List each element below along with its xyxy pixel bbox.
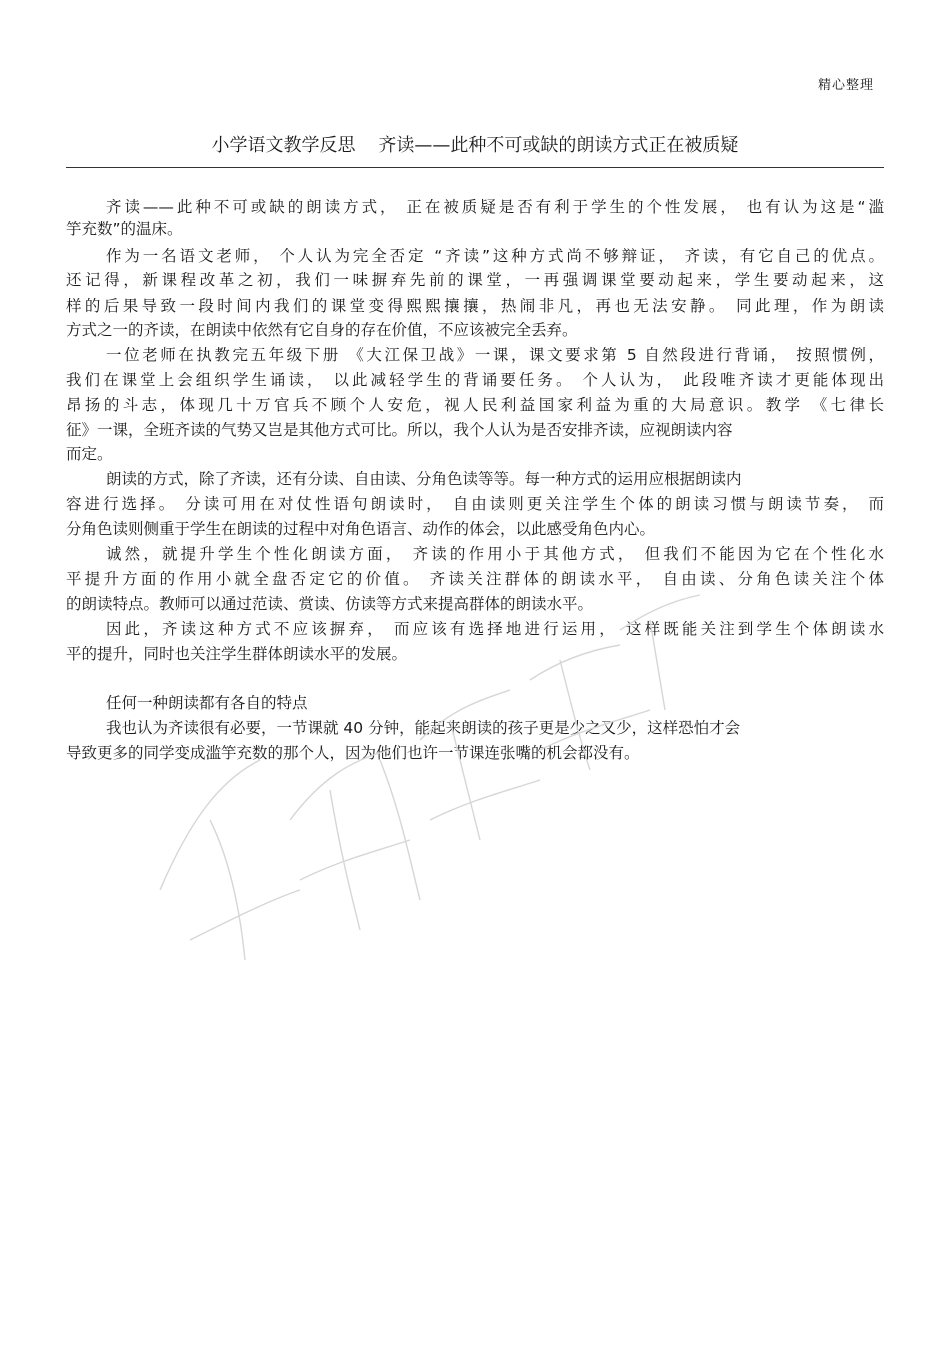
body-line: 方式之一的齐读，在朗读中依然有它自身的存在价值，不应该被完全丢弃。: [66, 321, 578, 339]
title-divider: [66, 167, 884, 168]
section-heading: 任何一种朗读都有各自的特点: [106, 694, 308, 712]
body-line: 样的后果导致一段时间内我们的课堂变得熙熙攘攘，热闹非凡，再也无法安静。 同此理，作为朗读: [66, 297, 884, 315]
body-line: 而定。: [66, 445, 113, 463]
body-line: 昂扬的斗志，体现几十万官兵不顾个人安危，视人民利益国家利益为重的大局意识。教学 《七律长: [66, 396, 884, 414]
header-note: 精心整理: [817, 78, 874, 93]
body-line: 朗读的方式，除了齐读，还有分读、自由读、分角色读等等。每一种方式的运用应根据朗读内: [106, 470, 742, 488]
body-line: 作为一名语文老师， 个人认为完全否定 “齐读”这种方式尚不够辩证， 齐读，有它自己的优点。: [106, 247, 884, 265]
document-title: 小学语文教学反思 齐读——此种不可或缺的朗读方式正在被质疑: [211, 135, 739, 156]
body-line: 分角色读则侧重于学生在朗读的过程中对角色语言、动作的体会，以此感受角色内心。: [66, 520, 656, 538]
body-line: 平提升方面的作用小就全盘否定它的价值。 齐读关注群体的朗读水平， 自由读、分角色读关注个体: [66, 570, 884, 588]
body-line: 诚然，就提升学生个性化朗读方面， 齐读的作用小于其他方式， 但我们不能因为它在个性化水: [106, 545, 884, 563]
body-line: 一位老师在执教完五年级下册 《大江保卫战》一课，课文要求第 5 自然段进行背诵， 按照惯例，: [106, 346, 884, 364]
body-line: 征》一课，全班齐读的气势又岂是其他方式可比。所以，我个人认为是否安排齐读，应视朗读内容: [66, 421, 733, 439]
body-line: 我也认为齐读很有必要，一节课就 40 分钟，能起来朗读的孩子更是少之又少，这样恐怕才会: [106, 719, 741, 737]
body-line: 的朗读特点。教师可以通过范读、赏读、仿读等方式来提高群体的朗读水平。: [66, 595, 594, 613]
body-line: 我们在课堂上会组织学生诵读， 以此减轻学生的背诵要任务。 个人认为， 此段唯齐读才更能体现出: [66, 371, 884, 389]
body-line: 因此，齐读这种方式不应该摒弃， 而应该有选择地进行运用， 这样既能关注到学生个体朗读水: [106, 620, 884, 638]
body-line: 容进行选择。 分读可用在对仗性语句朗读时， 自由读则更关注学生个体的朗读习惯与朗读节奏， 而: [66, 495, 884, 513]
body-line: 竽充数”的温床。: [66, 220, 183, 238]
body-line: 还记得，新课程改革之初，我们一味摒弃先前的课堂，一再强调课堂要动起来，学生要动起来，这: [66, 271, 884, 289]
body-line: 平的提升，同时也关注学生群体朗读水平的发展。: [66, 645, 408, 663]
body-line: 齐读——此种不可或缺的朗读方式， 正在被质疑是否有利于学生的个性发展， 也有认为这是“滥: [106, 198, 884, 216]
body-line: 导致更多的同学变成滥竽充数的那个人，因为他们也许一节课连张嘴的机会都没有。: [66, 744, 640, 762]
